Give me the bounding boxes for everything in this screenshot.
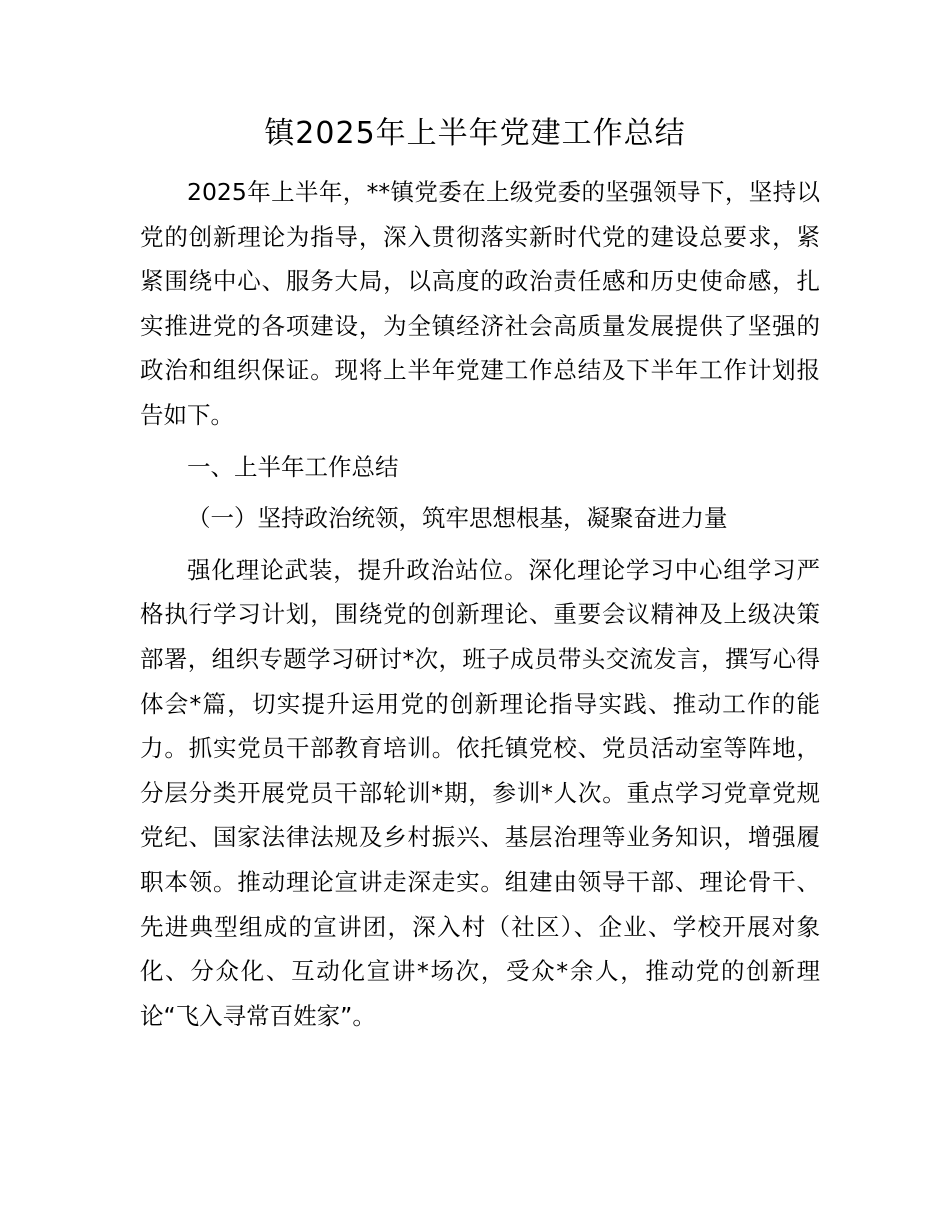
document-body — [140, 170, 820, 1045]
document-title: 镇2025年上半年党建工作总结 — [264, 116, 686, 151]
subsection-heading: （一）坚持政治统领，筑牢思想根基，凝聚奋进力量 — [187, 504, 728, 533]
intro-paragraph: 2025年上半年，**镇党委在上级党委的坚强领导下，坚持以党的创新理论为指导，深入贯彻落实新时代党的建设总要求，紧紧围绕中心、服务大局，以高度的政治责任感和历史使命感，扎实推进党的各项建设，为全镇经济社会高质量发展提供了坚强的政治和组织保证。现将上半年党建工作总结及下半年工作计划报告如下。 — [140, 178, 820, 429]
subsection-paragraph: 强化理论武装，提升政治站位。深化理论学习中心组学习严格执行学习计划，围绕党的创新理论、重要会议精神及上级决策部署，组织专题学习研讨*次，班子成员带头交流发言，撰写心得体会*篇，切实提升运用党的创新理论指导实践、推动工作的能力。抓实党员干部教育培训。依托镇党校、党员活动室等阵地，分层分类开展党员干部轮训*期，参训*人次。重点学习党章党规党纪、国家法律法规及乡村振兴、基层治理等业务知识，增强履职本领。推动理论宣讲走深走实。组建由领导干部、理论骨干、先进典型组成的宣讲团，深入村（社区）、企业、学校开展对象化、分众化、互动化宣讲*场次，受众*余人，推动党的创新理论“飞入寻常百姓家”。 — [140, 555, 820, 1030]
section-heading: 一、上半年工作总结 — [187, 452, 399, 481]
